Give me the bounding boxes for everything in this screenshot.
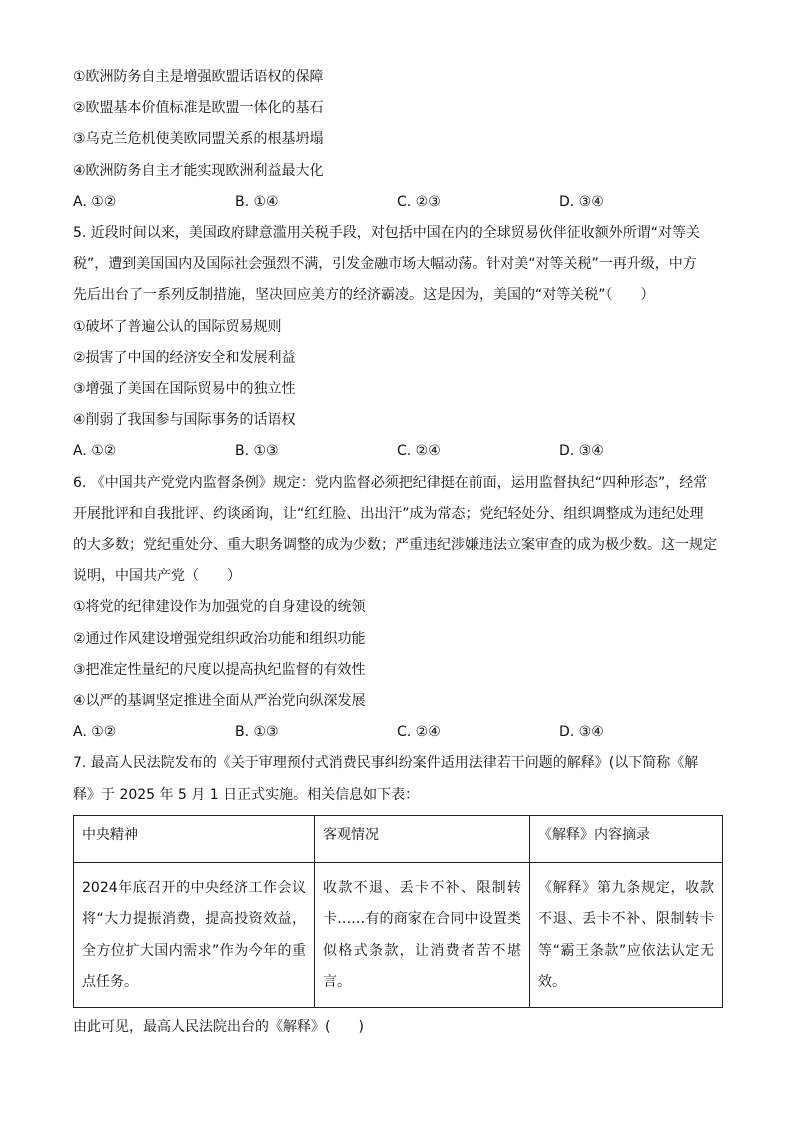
q6-options: [73, 717, 723, 748]
table-header-objective-situation: 客观情况: [315, 815, 530, 862]
q6-stem-line-1: 6. 《中国共产党党内监督条例》规定：党内监督必须把纪律挺在前面，运用监督执纪“四种形态”，经常: [73, 474, 708, 491]
q7-stem-line-2: 释》于 2025 年 5 月 1 日正式实施。相关信息如下表：: [73, 786, 420, 803]
table-cell-interpretation-excerpt: 《解释》第九条规定，收款不退、丢卡不补、限制转卡等“霸王条款”应依法认定无效。: [530, 862, 723, 1007]
q7-question-tail: 由此可见，最高人民法院出台的《解释》( ): [73, 1018, 364, 1035]
q4-statement-4: ④欧洲防务自主才能实现欧洲利益最大化: [73, 162, 324, 179]
q4-options: [73, 187, 723, 218]
q4-option-d: D. ③④: [559, 193, 604, 210]
q6-stem-line-3: 的大多数；党纪重处分、重大职务调整的成为少数；严重违纪涉嫌违法立案审查的成为极少数。这一规定: [73, 537, 717, 554]
q6-statement-4: ④以严的基调坚定推进全面从严治党向纵深发展: [73, 693, 366, 710]
exam-page: [73, 62, 723, 1043]
q5-option-d: D. ③④: [559, 443, 604, 460]
question-4: [73, 62, 723, 218]
q4-statement-2: ②欧盟基本价值标准是欧盟一体化的基石: [73, 100, 324, 117]
q6-stem-line-4: 说明，中国共产党（ ）: [73, 568, 241, 585]
question-5: [73, 218, 723, 468]
q5-option-a: A. ①②: [73, 443, 117, 460]
q6-statement-2: ②通过作风建设增强党组织政治功能和组织功能: [73, 630, 366, 647]
q5-stem-line-3: 先后出台了一系列反制措施，坚决回应美方的经济霸凌。这是因为，美国的“对等关税”（ ）: [73, 287, 655, 304]
q5-stem-line-1: 5. 近段时间以来，美国政府肆意滥用关税手段，对包括中国在内的全球贸易伙伴征收额外所谓“对等关: [73, 225, 701, 242]
table-header-row: [74, 815, 723, 862]
question-6: [73, 468, 723, 749]
q5-options: [73, 436, 723, 467]
q5-option-b: B. ①③: [235, 443, 279, 460]
table-row: [74, 862, 723, 1007]
q7-stem-line-1: 7. 最高人民法院发布的《关于审理预付式消费民事纠纷案件适用法律若干问题的解释》(以下简称《解: [73, 755, 699, 772]
q4-statement-3: ③乌克兰危机使美欧同盟关系的根基坍塌: [73, 131, 324, 148]
q6-option-b: B. ①③: [235, 724, 279, 741]
table-cell-central-spirit: 2024年底召开的中央经济工作会议将“大力提振消费，提高投资效益，全方位扩大国内需求”作为今年的重点任务。: [74, 862, 315, 1007]
q4-statement-1: ①欧洲防务自主是增强欧盟话语权的保障: [73, 69, 324, 85]
q4-option-b: B. ①④: [235, 193, 279, 210]
q5-statement-4: ④削弱了我国参与国际事务的话语权: [73, 412, 296, 429]
q4-option-a: A. ①②: [73, 193, 117, 210]
q6-option-a: A. ①②: [73, 724, 117, 741]
q5-statement-2: ②损害了中国的经济安全和发展利益: [73, 349, 296, 366]
q6-option-d: D. ③④: [559, 724, 604, 741]
q6-stem-line-2: 开展批评和自我批评、约谈函询，让“红红脸、出出汗”成为常态；党纪轻处分、组织调整成为违纪处理: [73, 505, 704, 522]
table-header-interpretation-excerpt: 《解释》内容摘录: [530, 815, 723, 862]
table-header-central-spirit: 中央精神: [74, 815, 315, 862]
table-cell-objective-situation: 收款不退、丢卡不补、限制转卡……有的商家在合同中设置类似格式条款，让消费者苦不堪言。: [315, 862, 530, 1007]
q5-statement-3: ③增强了美国在国际贸易中的独立性: [73, 381, 296, 398]
q5-stem-line-2: 税”，遭到美国国内及国际社会强烈不满，引发金融市场大幅动荡。针对美“对等关税”一再升级，中方: [73, 256, 697, 273]
q5-statement-1: ①破坏了普遍公认的国际贸易规则: [73, 318, 282, 335]
q7-info-table: [73, 815, 723, 1008]
q4-option-c: C. ②③: [397, 193, 441, 210]
question-7: [73, 748, 723, 1043]
q6-statement-1: ①将党的纪律建设作为加强党的自身建设的统领: [73, 599, 366, 616]
q6-statement-3: ③把准定性量纪的尺度以提高执纪监督的有效性: [73, 661, 366, 678]
q5-option-c: C. ②④: [397, 443, 441, 460]
q6-option-c: C. ②④: [397, 724, 441, 741]
